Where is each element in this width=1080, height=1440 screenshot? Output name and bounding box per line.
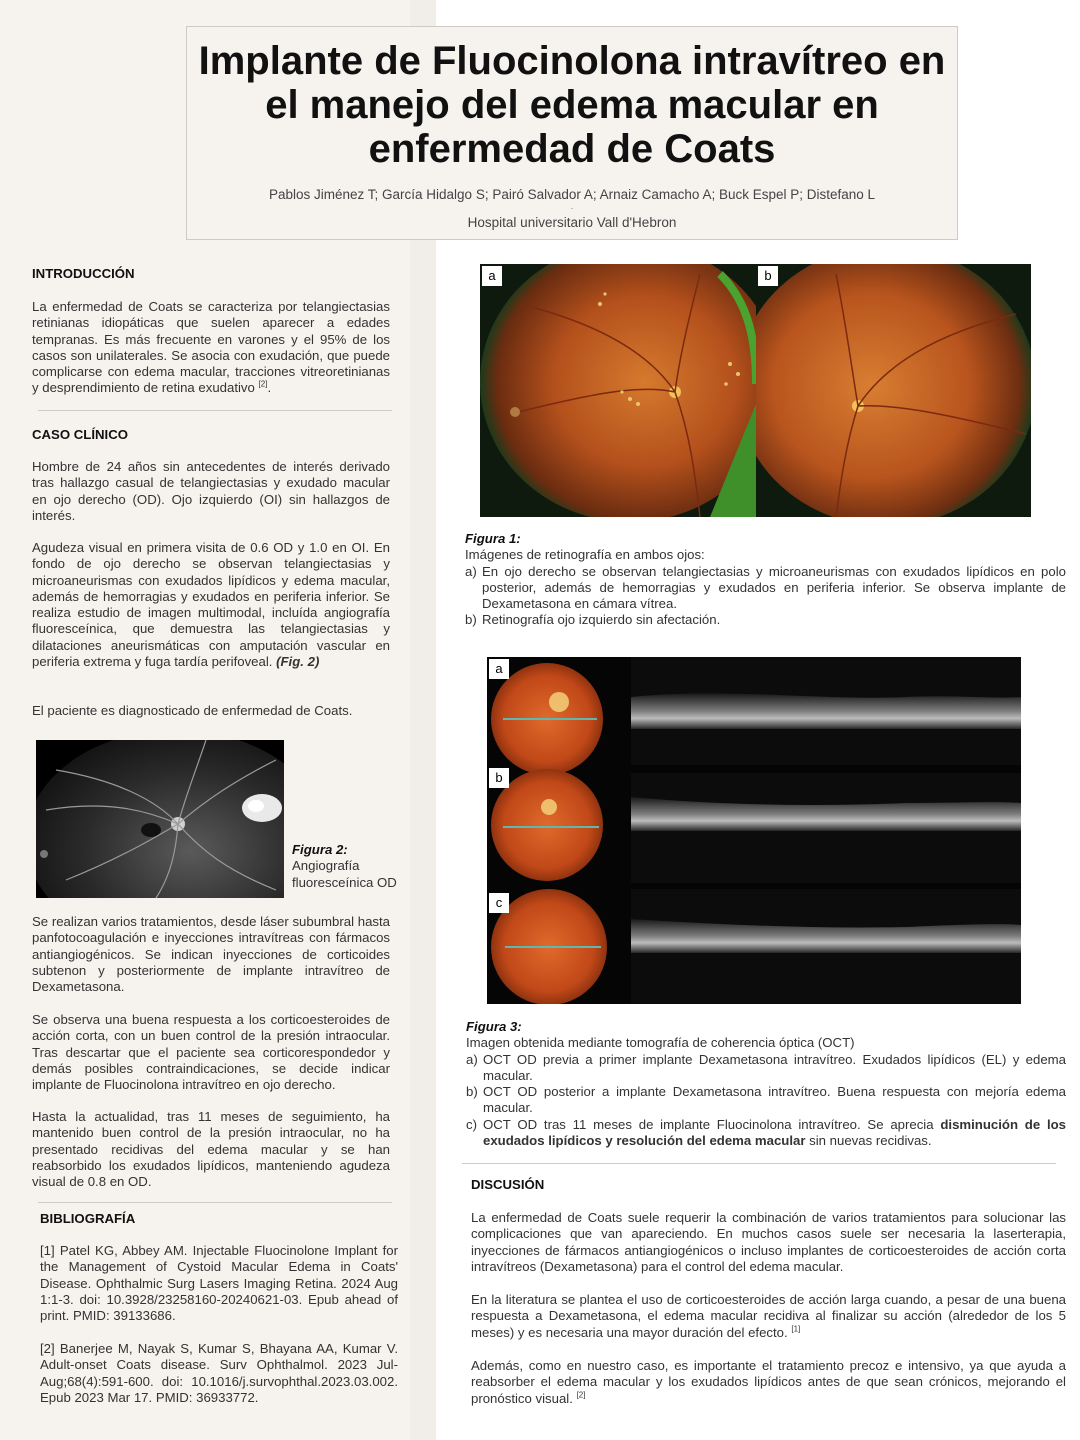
discussion-ref-1: [1] [791, 1324, 801, 1334]
title-box [186, 26, 958, 240]
case-p2 [32, 540, 390, 670]
figure-3-oct [487, 657, 1021, 1004]
case-p5: Se observa una buena respuesta a los corticoesteroides de acción corta, con un buen control de la presión intraocular. Tras descartar que el paciente sea corticorespondedor y demás posibles contraindicaciones, se decide indicar implante de Fluocinolona intravítreo en ojo derecho. [32, 1012, 390, 1093]
poster-title: Implante de Fluocinolona intravítreo en el manejo del edema macular en enfermedad de Coats [198, 39, 946, 171]
item-key: a) [465, 563, 477, 579]
divider [38, 1202, 392, 1203]
figure-1b-label: b [758, 266, 778, 286]
item-text-pre: OCT OD tras 11 meses de implante Fluocinolona intravítreo. Se aprecia [483, 1116, 941, 1132]
item-text: Retinografía ojo izquierdo sin afectación. [482, 612, 721, 628]
item-key: b) [465, 612, 477, 628]
figure-3-caption [466, 1019, 1066, 1149]
item-text-post: sin nuevas recidivas. [805, 1133, 932, 1149]
case-p4: Se realizan varios tratamientos, desde láser subumbral hasta panfotocoagulación e inyecciones intravítreas con fármacos antiangiogénicos. Se indican inyecciones de corticoides subtenon y posteriormente de implante intravítreo de Dexametasona. [32, 914, 390, 995]
discussion-p2 [471, 1292, 1066, 1341]
figure-1-title: Figura 1: [465, 531, 521, 546]
fundus-image-od [480, 264, 756, 517]
figure-3c-label: c [489, 893, 509, 913]
case-p6: Hasta la actualidad, tras 11 meses de seguimiento, ha mantenido buen control de la presión intraocular, no ha presentado recidivas del edema macular y se han reabsorbido los exudados lipídicos, manteniendo agudeza visual de 0.8 en OD. [32, 1109, 390, 1190]
divider [38, 410, 392, 411]
reference-2: [2] Banerjee M, Nayak S, Kumar S, Bhayana AA, Kumar V. Adult-onset Coats disease. Surv Ophthalmol. 2023 Jul-Aug;68(4):591-600. doi: 10.1016/j.survophthal.2023.03.002. Epub 2023 Mar 17. PMID: 36933772. [40, 1341, 398, 1405]
item-text: OCT OD previa a primer implante Dexametasona intravítreo. Exudados lipídicos (EL) y edema macular. [483, 1051, 1066, 1083]
bibliography-heading: BIBLIOGRAFÍA [40, 1211, 136, 1226]
figure-2-caption [292, 842, 406, 891]
figure-3-subtitle: Imagen obtenida mediante tomografía de coherencia óptica (OCT) [466, 1035, 855, 1051]
figure-1a-label: a [482, 266, 502, 286]
item-text-bold: disminución de los exudados lipídicos y resolución del edema macular [483, 1116, 1067, 1149]
discussion-p3 [471, 1358, 1066, 1407]
item-text [483, 1117, 1066, 1150]
figure-1-caption [465, 531, 1066, 629]
item-key: a) [466, 1051, 478, 1067]
intro-text [32, 299, 390, 397]
intro-heading: INTRODUCCIÓN [32, 266, 135, 281]
figure-2-text: Angiografía fluoresceínica OD [292, 858, 397, 890]
figure-1-item-a [465, 564, 1066, 613]
discussion-p3-body: Además, como en nuestro caso, es importante el tratamiento precoz e intensivo, ya que ayuda a reabsorber el edema macular y los exudados lipídicos antes de que sean crónicos, mejorando el pronóstico visual. [471, 1358, 1066, 1406]
fundus-image-oi [756, 264, 1031, 517]
discussion-p2-body: En la literatura se plantea el uso de corticoesteroides de acción larga cuando, a pesar de una buena respuesta a Dexametasona, el edema macular recidiva al finalizar su acción (alrededor de los 5 meses) y es necesaria una mayor duración del efecto. [471, 1292, 1066, 1340]
figure-3-title: Figura 3: [466, 1019, 522, 1034]
item-key: b) [466, 1084, 478, 1100]
figure-1-subtitle: Imágenes de retinografía en ambos ojos: [465, 547, 705, 563]
figure-3b-label: b [489, 768, 509, 788]
discussion-heading: DISCUSIÓN [471, 1177, 545, 1192]
figure-2-title: Figura 2: [292, 842, 348, 857]
figure-3a-label: a [489, 659, 509, 679]
item-text: OCT OD posterior a implante Dexametasona intravítreo. Buena respuesta con mejoría edema macular. [483, 1084, 1066, 1116]
oct-image [487, 657, 1021, 1004]
figure-1-item-b [465, 612, 1066, 628]
reference-1: [1] Patel KG, Abbey AM. Injectable Fluocinolone Implant for the Management of Cystoid Macular Edema in Coats' Disease. Ophthalmic Surg Lasers Imaging Retina. 2024 Aug 1:1-3. doi: 10.3928/23258160-20240621-03. Epub ahead of print. PMID: 39133686. [40, 1243, 398, 1324]
hospital: Hospital universitario Vall d'Hebron [467, 215, 677, 230]
case-heading: CASO CLÍNICO [32, 427, 128, 442]
authors: Pablos Jiménez T; García Hidalgo S; Pairó Salvador A; Arnaiz Camacho A; Buck Espel P; Distefano L [268, 187, 876, 202]
figure-1b-fundus-oi [756, 264, 1031, 517]
case-fig-ref: (Fig. 2) [276, 654, 320, 670]
figure-2-angiography [36, 740, 284, 898]
figure-3-item-b [466, 1084, 1066, 1117]
discussion-p1: La enfermedad de Coats suele requerir la combinación de varios tratamientos para solucionar las complicaciones que van apareciendo. En muchos casos suele ser necesaria la laserterapia, inyecciones de fármacos antiangiogénicos o incluso implantes de corticoesteroides de acción corta intravítreos (Dexametasona) para el control del edema macular. [471, 1210, 1066, 1274]
case-p2-body: Agudeza visual en primera visita de 0.6 OD y 1.0 en OI. En fondo de ojo derecho se observan telangiectasias y microaneurismas con exudados lipídicos y edema macular, además de hemorragias y exudados en periferia inferior. Se realiza estudio de imagen multimodal, incluída angiografía fluoresceínica, que demuestra las telangiectasias y dilataciones aneurismáticas con amputación vascular en periferia extrema y fuga tardía perifoveal. [32, 540, 390, 670]
item-text: En ojo derecho se observan telangiectasias y microaneurismas con exudados lipídicos en polo posterior, además de hemorragias y exudados en periferia inferior. Se observa implante de Dexametasona en cámara vítrea. [482, 563, 1066, 612]
figure-3-item-c [466, 1117, 1066, 1150]
case-p1: Hombre de 24 años sin antecedentes de interés derivado tras hallazgo casual de telangiectasias y exudado macular en ojo derecho (OD). Ojo izquierdo (OI) sin hallazgos de interés. [32, 459, 390, 523]
intro-body: La enfermedad de Coats se caracteriza por telangiectasias retinianas idiopáticas que suelen aparecer a edades tempranas. Es más frecuente en varones y el 95% de los casos son unilaterales. Se asocia con exudación, que puede complicarse con edema macular, tracciones vitreoretinianas y desprendimiento de retina exudativo [32, 299, 390, 396]
intro-end: . [267, 380, 272, 396]
item-key: c) [466, 1116, 477, 1132]
discussion-ref-2: [2] [576, 1390, 586, 1400]
figure-3-item-a [466, 1052, 1066, 1085]
angiography-image [36, 740, 284, 898]
figure-1a-fundus-od [480, 264, 756, 517]
divider [462, 1163, 1056, 1164]
case-p3: El paciente es diagnosticado de enfermedad de Coats. [32, 703, 353, 718]
intro-ref: [2] [258, 380, 268, 390]
authors-separator: . [570, 201, 574, 211]
